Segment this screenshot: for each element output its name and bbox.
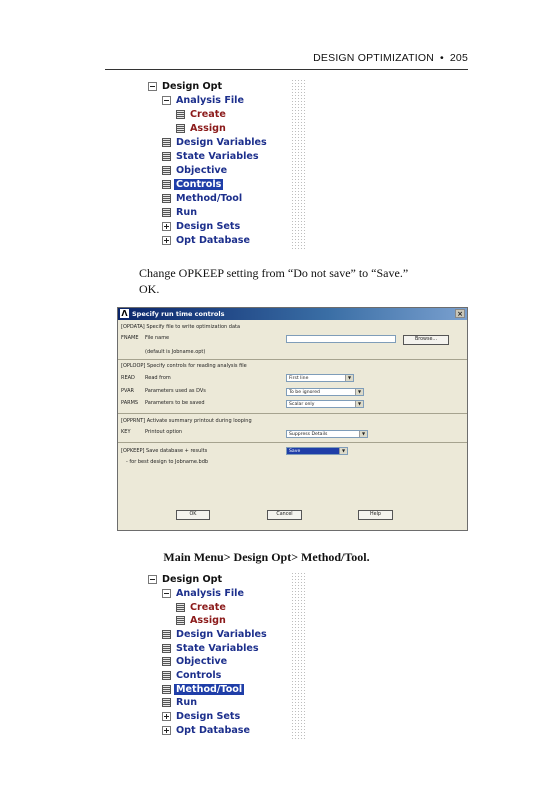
tree-item-analysis-file[interactable] xyxy=(162,587,244,600)
pvar-select[interactable] xyxy=(286,388,364,396)
tree-item-design-variables[interactable] xyxy=(162,136,267,149)
tree-item-label: Assign xyxy=(190,615,226,626)
tree-item-label: Analysis File xyxy=(176,588,244,599)
running-header xyxy=(105,52,468,64)
tree-item-label: Create xyxy=(190,602,226,613)
collapse-icon[interactable] xyxy=(148,575,157,584)
instruction-line-2: OK. xyxy=(139,282,160,296)
tree-item-label: Design Variables xyxy=(176,629,267,640)
tree-item-design-sets[interactable] xyxy=(162,220,240,233)
tree-item-assign[interactable] xyxy=(176,614,226,627)
tree-item-design-sets[interactable] xyxy=(162,710,240,723)
parms-select-value: Scalar only xyxy=(289,402,315,407)
tree-item-label: Controls xyxy=(176,670,222,681)
tree-item-label: Run xyxy=(176,207,198,218)
tree-item-run[interactable] xyxy=(162,696,197,709)
read-select-value: First line xyxy=(289,376,309,381)
tree-item-state-variables[interactable] xyxy=(162,150,259,163)
menu-leaf-icon xyxy=(162,671,171,680)
parms-select[interactable] xyxy=(286,400,364,408)
tree-item-label: Opt Database xyxy=(176,235,251,246)
parms-key: PARMS xyxy=(121,400,139,406)
menu-leaf-icon xyxy=(176,603,185,612)
browse-button[interactable]: Browse... xyxy=(403,335,449,345)
collapse-icon[interactable] xyxy=(148,82,157,91)
expand-icon[interactable] xyxy=(162,712,171,721)
menu-leaf-icon xyxy=(162,685,171,694)
tree-item-label: Create xyxy=(190,109,226,120)
menu-leaf-icon xyxy=(162,644,171,653)
tree-item-create[interactable] xyxy=(176,108,226,121)
tree-item-objective[interactable] xyxy=(162,164,227,177)
bullet-separator: • xyxy=(439,52,444,64)
close-icon[interactable]: × xyxy=(455,309,465,318)
default-note: (default is Jobname.opt) xyxy=(145,349,206,355)
menu-leaf-icon xyxy=(162,152,171,161)
tree-item-label: Method/Tool xyxy=(176,193,243,204)
tree-item-label: Objective xyxy=(176,165,228,176)
chevron-down-icon[interactable]: ▼ xyxy=(339,448,347,454)
expand-icon[interactable] xyxy=(162,726,171,735)
menu-leaf-icon xyxy=(162,166,171,175)
read-key: READ xyxy=(121,375,135,381)
menu-leaf-icon xyxy=(176,616,185,625)
menu-leaf-icon xyxy=(162,208,171,217)
pvar-label: Parameters used as DVs xyxy=(145,388,206,394)
collapse-icon[interactable] xyxy=(162,589,171,598)
tree-item-label: Design Sets xyxy=(176,221,241,232)
chevron-down-icon[interactable]: ▼ xyxy=(355,401,363,407)
menu-leaf-icon xyxy=(162,194,171,203)
expand-icon[interactable] xyxy=(162,222,171,231)
collapse-icon[interactable] xyxy=(162,96,171,105)
opdata-label: [OPDATA] Specify file to write optimization data xyxy=(121,324,241,330)
oploop-label: [OPLOOP] Specify controls for reading analysis file xyxy=(121,363,247,369)
menu-leaf-icon xyxy=(176,124,185,133)
tree-item-opt-database[interactable] xyxy=(162,724,250,737)
key-key: KEY xyxy=(121,429,131,435)
tree-item-run[interactable] xyxy=(162,206,197,219)
tree-item-label: Opt Database xyxy=(176,725,251,736)
pvar-select-value: To be ignored xyxy=(289,390,320,395)
instruction-text xyxy=(139,265,469,297)
tree-item-assign[interactable] xyxy=(176,122,226,135)
tree-item-label: Design Opt xyxy=(162,574,223,585)
menu-leaf-icon xyxy=(162,138,171,147)
tree-item-label: Design Opt xyxy=(162,81,223,92)
header-rule xyxy=(105,69,468,70)
menu-leaf-icon xyxy=(162,698,171,707)
read-label: Read from xyxy=(145,375,171,381)
tree-item-label: Run xyxy=(176,697,198,708)
ok-button[interactable]: OK xyxy=(176,510,210,520)
key-label: Printout option xyxy=(145,429,183,435)
tree-item-method-tool[interactable] xyxy=(162,192,242,205)
opkeep-select-value: Save xyxy=(289,449,301,454)
fname-label: File name xyxy=(145,335,170,341)
tree-item-label: Controls xyxy=(176,179,222,190)
tree-item-label: Design Variables xyxy=(176,137,267,148)
opkeep-label: [OPKEEP] Save database + results xyxy=(121,448,208,454)
menu-leaf-icon xyxy=(162,657,171,666)
design-opt-tree-top xyxy=(139,79,307,251)
key-select[interactable] xyxy=(286,430,368,438)
section-divider xyxy=(118,442,467,443)
tree-item-label: Analysis File xyxy=(176,95,244,106)
tree-item-opt-database[interactable] xyxy=(162,234,250,247)
cancel-button[interactable]: Cancel xyxy=(267,510,302,520)
tree-item-analysis-file[interactable] xyxy=(162,94,244,107)
tree-item-label: Design Sets xyxy=(176,711,241,722)
instruction-line-1: Change OPKEEP setting from “Do not save” to “Save.” xyxy=(139,266,409,280)
tree-item-create[interactable] xyxy=(176,601,226,614)
parms-label: Parameters to be saved xyxy=(145,400,205,406)
tree-item-label: Method/Tool xyxy=(176,684,243,695)
tree-item-label: Assign xyxy=(190,123,226,134)
opkeep-note: - for best design to Jobname.bdb xyxy=(126,459,209,465)
chevron-down-icon[interactable]: ▼ xyxy=(359,431,367,437)
tree-item-label: Objective xyxy=(176,656,228,667)
design-opt-tree-bottom xyxy=(139,572,307,740)
panel-scroll-stripe xyxy=(291,572,307,740)
tree-item-label: State Variables xyxy=(176,643,259,654)
ansys-logo-icon: Λ xyxy=(121,309,128,318)
dialog-titlebar[interactable] xyxy=(118,308,467,320)
tree-item-objective[interactable] xyxy=(162,655,227,668)
tree-item-design-variables[interactable] xyxy=(162,628,267,641)
menu-leaf-icon xyxy=(176,110,185,119)
section-divider xyxy=(118,413,467,414)
opprnt-label: [OPPRNT] Activate summary printout during looping xyxy=(121,418,252,424)
tree-item-label: State Variables xyxy=(176,151,259,162)
section-divider xyxy=(118,359,467,360)
tree-item-controls[interactable] xyxy=(162,178,223,191)
read-select[interactable] xyxy=(286,374,354,382)
run-time-controls-dialog xyxy=(117,307,468,531)
tree-item-design-opt[interactable] xyxy=(148,80,222,93)
page-number: 205 xyxy=(449,52,468,64)
tree-item-state-variables[interactable] xyxy=(162,642,259,655)
panel-scroll-stripe xyxy=(291,79,307,251)
key-select-value: Suppress Details xyxy=(289,432,328,437)
fname-key: FNAME xyxy=(121,335,139,341)
fname-input[interactable] xyxy=(286,335,396,343)
pvar-key: PVAR xyxy=(121,388,135,394)
chevron-down-icon[interactable]: ▼ xyxy=(355,389,363,395)
tree-item-design-opt[interactable] xyxy=(148,573,222,586)
dialog-title: Specify run time controls xyxy=(132,310,225,318)
expand-icon[interactable] xyxy=(162,236,171,245)
main-menu-path: Main Menu> Design Opt> Method/Tool. xyxy=(163,550,370,564)
help-button[interactable]: Help xyxy=(358,510,393,520)
tree-item-controls[interactable] xyxy=(162,669,221,682)
tree-item-method-tool[interactable] xyxy=(162,683,244,696)
menu-leaf-icon xyxy=(162,630,171,639)
section-title: DESIGN OPTIMIZATION xyxy=(313,52,434,64)
opkeep-select[interactable] xyxy=(286,447,348,455)
menu-leaf-icon xyxy=(162,180,171,189)
chevron-down-icon[interactable]: ▼ xyxy=(345,375,353,381)
